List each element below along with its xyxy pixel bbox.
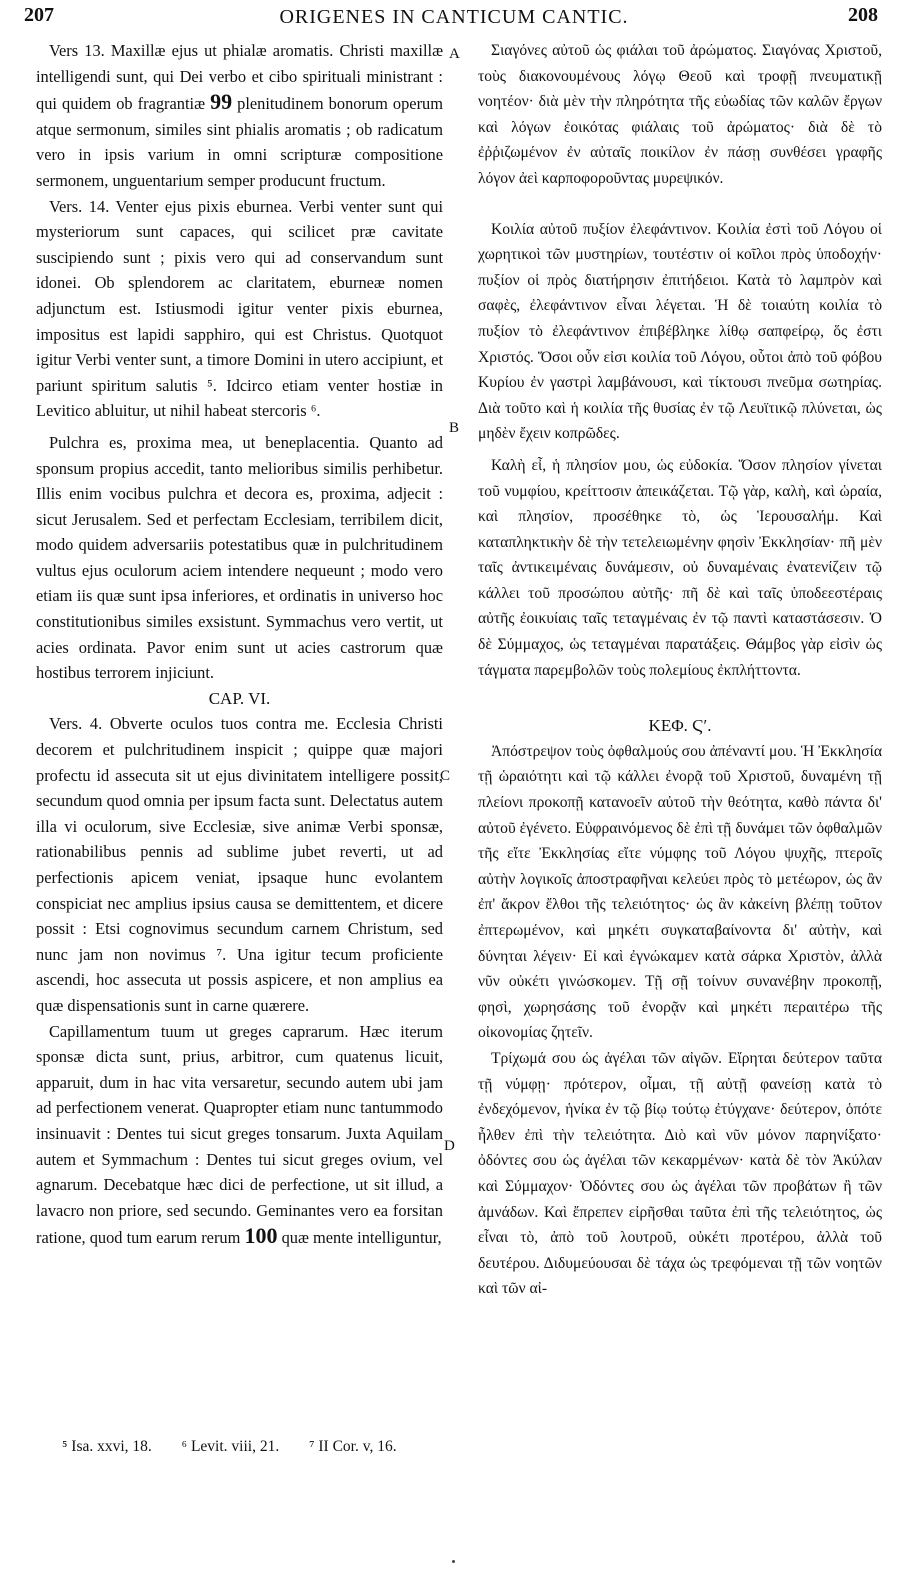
latin-paragraph-4: Vers. 4. Obverte oculos tuos contra me. Ecclesia Christi decorem et pulchritudinem inspicit ; quippe quæ majori profectu id assecuta sit ut ejus divinitatem intelligere possit, secundum quod omnia per ipsum facta sunt. Delectatus autem illa vi oculorum, sive Ecclesiæ, sive animæ Verbi sponsæ, rationabilibus pennis ad sublime jubet reverti, ut ad perfectionis apicem veniat, ipsaque hunc evolantem conspiciat nec amplius ipsius causa se demittentem, et dicere possit : Etsi cognovimus secundum carnem Christum, sed nunc jam non novimus ⁷. Una igitur tecum proficiente ascendi, hoc assecuta ut possis aspicere, et non amplius ea quæ dispensationis sunt in carne quærere. — [36, 714, 443, 1015]
latin-p1-text: Vers 13. Maxillæ ejus ut phialæ aromatis. Christi maxillæ intelligendi sunt, qui Dei verbo et cibo spirituali ministrant : qui quidem ob fragrantiæ — [36, 41, 443, 114]
latin-chapter-heading: CAP. VI. — [208, 688, 271, 708]
latin-column — [36, 38, 443, 1251]
page-number-right: 208 — [848, 4, 878, 26]
margin-marker-b: B — [449, 420, 460, 436]
greek-paragraph-1: Σιαγόνες αὐτοῦ ὡς φιάλαι τοῦ ἀρώματος. Σιαγόνας Χριστοῦ, τοὺς διακονουμένους λόγῳ Θεοῦ καὶ τροφῇ πνευματικῇ νοητέον· διὰ μὲν τὴν πληρότητα τῆς εὐωδίας τῶν καλῶν ἔργων καὶ λόγων ἐοικότας φιάλαις τοῦ ἀρώματος· διὰ δὲ τὸ ἐῤῥιζωμένον ἐν αὐταῖς ποικίλον ἐν πάσῃ συνθέσει γραφῆς λόγον ἀεὶ καρποφοροῦντας μυρεψικόν. — [478, 42, 882, 187]
latin-paragraph-1 — [36, 38, 443, 194]
margin-marker-d: D — [444, 1138, 455, 1154]
greek-column — [478, 38, 882, 1302]
greek-paragraph-4: Ἀπόστρεψον τοὺς ὀφθαλμούς σου ἀπέναντί μου. Ἡ Ἐκκλησία τῇ ὡραιότητι καὶ τῷ κάλλει ἐνορᾷ τοῦ Χριστοῦ, δυναμένη τῇ πλείονι προκοπῇ κατανοεῖν αὐτοῦ τὴν θεότητα, καθὸ πάντα δι' αὐτοῦ ἐγένετο. Εὐφραινόμενος δὲ ἐπὶ τῇ δυνάμει τῶν ὀφθαλμῶν τῆς εἴτε Ἐκκλησίας εἴτε νύμφης τοῦ Λόγου ψυχῆς, πτεροῖς αὐτὴν λογικοῖς ἀποστραφῆναι κελεύει πρὸς τὸ μετέωρον, ὡς ἂν ἐπ' ἄκρον ἔλθοι τῆς τελειότητος· ὡς ἂν κἀκείνη βλέπῃ τοῦτον ἐπτερωμένον, καὶ μηκέτι συγκαταβαίνοντα δι' αὐτὴν, καὶ δύνηται λέγειν· Εἰ καὶ ἐγνώκαμεν κατὰ σάρκα Χριστὸν, ἀλλὰ νῦν οὐκέτι γινώσκομεν. Τῇ σῇ τοίνυν συνανέβην προκοπῇ, φησὶ, χωρησάσης τοῦ ἐνορᾷν καὶ μηκέτι περαιτέρω τῆς οἰκονομίας ζητεῖν. — [478, 742, 882, 1042]
footnotes — [62, 1438, 423, 1456]
footnote-7: ⁷ II Cor. v, 16. — [309, 1438, 397, 1455]
latin-paragraph-5 — [36, 1019, 443, 1251]
latin-p5-text: Capillamentum tuum ut greges caprarum. Hæc iterum sponsæ dicta sunt, prius, arbitror, cum quatenus licuit, apparuit, dum in hac vita versaretur, secundo autem ubi jam ad perfectionem venerat. Quapropter etiam nunc tantummodo insinuavit : Dentes tui sicut greges tonsarum. Juxta Aquilam autem et Symmachum : Dentes tui sicut greges ovium, vel agnarum. Decebatque hæc dici de perfectione, ut sit illud, a lavacro non priore, sed secundo. Geminantes vero ea forsitan ratione, quod tum earum rerum — [36, 1021, 443, 1248]
greek-paragraph-2: Κοιλία αὐτοῦ πυξίον ἐλεφάντινον. Κοιλία ἐστὶ τοῦ Λόγου οἱ χωρητικοὶ τῶν μυστηρίων, τουτέστιν οἱ κοῖλοι πρὸς ὑποδοχήν· πυξίον οἱ πρὸς διατήρησιν ἐπιτήδειοι. Κατὰ τὸ λαμπρὸν καὶ σαφὲς, ἐλεφάντινον εἶναι λέγεται. Ἡ δὲ τοιαύτη κοιλία τὸ πυξίον τὸ ἐλεφάντινον ἐπιβέβληκε λίθῳ σαπφείρῳ, ὅς ἐστι Χριστός. Ὅσοι οὖν εἰσι κοιλία τοῦ Λόγου, οὗτοι ἀπὸ τοῦ φόβου Κυρίου ἐν γαστρὶ λαμβάνουσι, καὶ τίκτουσι πνεῦμα σωτηρίας. Διὰ τοῦτο καὶ ἡ κοιλία τῆς θυσίας ἐν τῷ Λευϊτικῷ πλύνεται, ὡς μηδὲν ἔχειν κοπρῶδες. — [478, 220, 882, 443]
margin-marker-a: A — [449, 46, 460, 62]
footnote-6: ⁶ Levit. viii, 21. — [181, 1438, 280, 1455]
footnote-5: ⁵ Isa. xxvi, 18. — [62, 1438, 152, 1455]
page-number-left: 207 — [24, 4, 54, 26]
greek-paragraph-5: Τρίχωμά σου ὡς ἀγέλαι τῶν αἰγῶν. Εἴρηται δεύτερον ταῦτα τῇ νύμφῃ· πρότερον, οἶμαι, τῇ αὐτῇ φανείσῃ κατὰ τὸ ἐνδεχόμενον, ἡνίκα ἐν τῷ βίῳ τούτῳ ἐτύγχανε· δεύτερον, ὁπότε ἦλθεν ἐπὶ τὴν τελειότητα. Διὸ καὶ νῦν μόνον παρηνίξατο· ὀδόντες σου ὡς ἀγέλαι τῶν κεκαρμένων· κατὰ δὲ τὸν Ἀκύλαν καὶ Σύμμαχον· Ὀδόντες σου ὡς ἀγέλαι τῶν προβάτων ἢ τῶν ἀμνάδων. Καὶ ἔπρεπεν εἰρῆσθαι ταῦτα ἐπὶ τῆς τελειότητος, ὡς εἶναι τὸ, ἀπὸ τοῦ λουτροῦ, οὐκέτι προτέρου, ἀλλὰ τοῦ δευτέρου. Διδυμεύουσαι δὲ τάχα ὡς τρεφόμεναι τῇ τῶν νοητῶν καὶ τῶν αἰ- — [478, 1049, 882, 1298]
latin-paragraph-3: Pulchra es, proxima mea, ut beneplacentia. Quanto ad sponsum propius accedit, tanto melioribus similis perhibetur. Illis enim vocibus pulchra et decora es, proxima, adjecit : sicut Jerusalem. Sed et perfectam Ecclesiam, terribilem dicit, modo quidem adversariis potestatibus quæ in pulchritudinem vultus ejus oculorum aciem intendere nequeunt ; modo vero etiam iis quæ sunt ipsa inferiores, et ordinatis in universo hoc constitutionibus similes exsistunt. Symmachus vero vertit, ut acies ordinata. Pavor enim sunt ut acies castrorum quæ hostibus terrorem injiciunt. — [36, 432, 443, 683]
column-number-99: 99 — [210, 89, 233, 115]
column-number-100: 100 — [244, 1223, 278, 1249]
running-title: ORIGENES IN CANTICUM CANTIC. — [279, 6, 629, 28]
greek-paragraph-3: Καλὴ εἶ, ἡ πλησίον μου, ὡς εὐδοκία. Ὅσον πλησίον γίνεται τοῦ νυμφίου, κρείττοσιν ἀπεικάζεται. Τῷ γὰρ, καλὴ, καὶ ὡραία, καὶ πλησίον, προσέθηκε τὸ, ὡς Ἱερουσαλήμ. Καὶ καταπληκτικὴν δὲ τὴν τετελειωμένην φησὶν Ἐκκλησίαν· πῆ μὲν ταῖς ἀντικειμέναις δυνάμεσιν, οὐ δυναμέναις ἐνατενίζειν τῷ κάλλει τοῦ προσώπου αὐτῆς· πῆ δὲ καὶ ταῖς ὑποδεεστέραις αὐτῆς ἐοικυίαις ταῖς τεταγμέναις ἐν τῷ παντὶ καταστάσεσιν. Ὁ δὲ Σύμμαχος, ὡς τεταγμέναι παρατάξεις. Θάμβος γὰρ εἰσὶν ὡς τάγματα παρεμβολῶν τοὺς πολεμίους ἐκπλήττοντα. — [478, 456, 882, 679]
page-dot-mark — [452, 1560, 455, 1563]
greek-chapter-heading: ΚΕΦ. Ϛʹ. — [648, 716, 712, 736]
latin-paragraph-2: Vers. 14. Venter ejus pixis eburnea. Verbi venter sunt qui mysteriorum sunt capaces, qui scilicet præ cavitate suscipiendo sunt ; pixis vero qui ad conservandum sunt idonei. Ob splendorem ac claritatem, eburneæ nomen adjunctum est. Istiusmodi igitur venter pixis eburnea, impositus est lapidi sapphiro, qui est Christus. Quotquot igitur Verbi venter sunt, a timore Domini in utero accipiunt, et pariunt spiritum salutis ⁵. Idcirco etiam venter hostiæ in Levitico abluitur, ut nihil habeat stercoris ⁶. — [36, 196, 443, 421]
page-header — [0, 4, 908, 28]
latin-p5b-text: quæ mente intelliguntur, — [281, 1228, 442, 1248]
margin-marker-c: C — [440, 768, 451, 784]
latin-p1b-text: plenitudinem bonorum operum atque sermonum, similes sint phialis aromatis ; ob radicatum vero in ipsis varium in omni scripturæ compositione sermonem, unguentarium semper producunt fructum. — [36, 94, 443, 190]
